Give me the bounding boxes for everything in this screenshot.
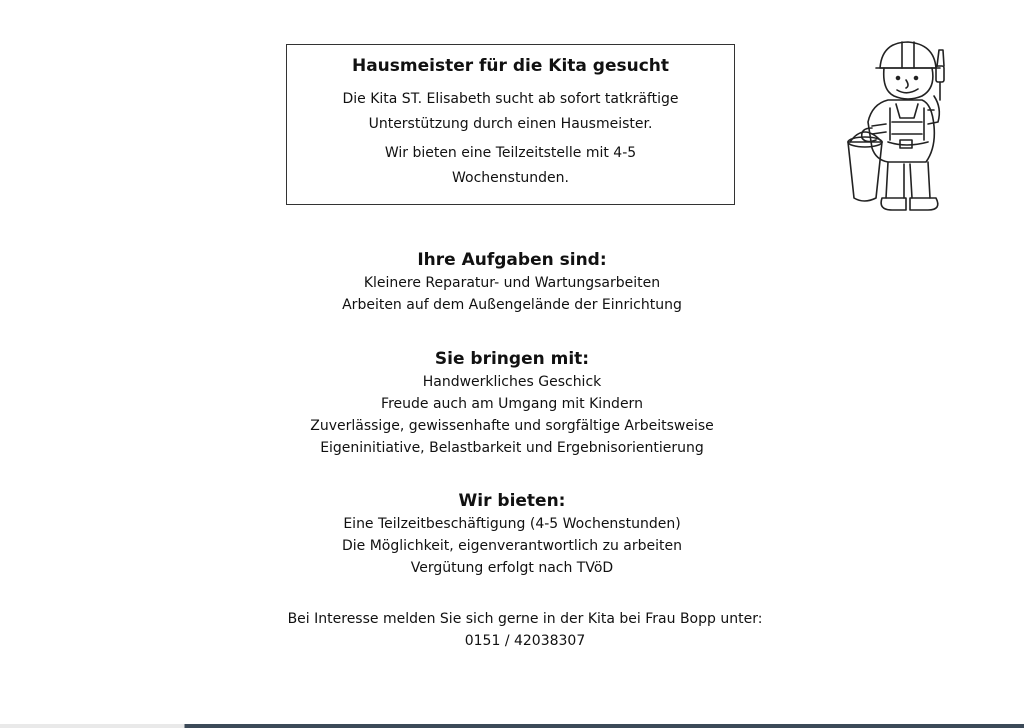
list-item: Handwerkliches Geschick	[422, 374, 602, 390]
job-title: Hausmeister für die Kita gesucht	[351, 56, 670, 76]
list-item: Vergütung erfolgt nach TVöD	[410, 560, 614, 576]
offer-summary	[287, 141, 734, 191]
handyman-figure-icon	[842, 38, 958, 214]
section-aufgaben	[0, 248, 1024, 316]
window-bottom-edge	[0, 724, 1024, 728]
intro-line: Unterstützung durch einen Hausmeister.	[368, 116, 653, 132]
list-item: Arbeiten auf dem Außengelände der Einrichtung	[342, 297, 682, 313]
offer-line: Wir bieten eine Teilzeitstelle mit 4-5	[384, 145, 637, 161]
section-heading: Ihre Aufgaben sind:	[417, 250, 607, 270]
intro-line: Die Kita ST. Elisabeth sucht ab sofort tatkräftige	[342, 91, 679, 107]
section-heading: Sie bringen mit:	[434, 349, 590, 369]
intro-text	[287, 87, 734, 137]
list-item: Kleinere Reparatur- und Wartungsarbeiten	[363, 275, 661, 291]
section-heading: Wir bieten:	[458, 491, 566, 511]
section-bieten	[0, 489, 1024, 579]
job-title-box	[286, 44, 735, 205]
phone-number: 0151 / 42038307	[464, 633, 586, 649]
offer-line: Wochenstunden.	[452, 170, 569, 186]
section-bringen	[0, 347, 1024, 459]
list-item: Eigeninitiative, Belastbarkeit und Ergebnisorientierung	[320, 440, 704, 456]
list-item: Freude auch am Umgang mit Kindern	[381, 396, 643, 412]
contact-text: Bei Interesse melden Sie sich gerne in der Kita bei Frau Bopp unter:	[287, 611, 763, 627]
list-item: Zuverlässige, gewissenhafte und sorgfältige Arbeitsweise	[310, 418, 714, 434]
list-item: Eine Teilzeitbeschäftigung (4-5 Wochenstunden)	[343, 516, 681, 532]
list-item: Die Möglichkeit, eigenverantwortlich zu arbeiten	[341, 538, 683, 554]
contact-info	[0, 608, 1024, 652]
